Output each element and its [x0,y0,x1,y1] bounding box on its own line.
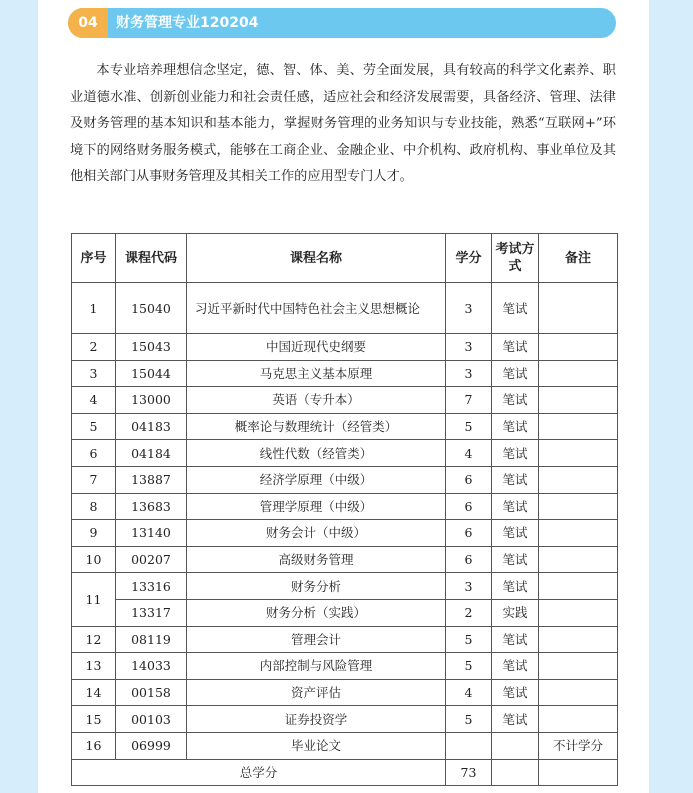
cell-name: 毕业论文 [187,732,446,759]
cell-code: 13887 [116,466,187,493]
cell-credit: 5 [446,626,492,653]
cell-code: 13140 [116,520,187,547]
cell-credit: 5 [446,653,492,680]
table-header-row [72,234,618,283]
cell-name: 管理学原理（中级） [187,493,446,520]
table-row [72,599,618,626]
cell-name: 英语（专升本） [187,387,446,414]
cell-exam: 笔试 [492,387,539,414]
cell-note [539,626,618,653]
cell-note [539,706,618,733]
cell-exam: 笔试 [492,466,539,493]
table-row [72,360,618,387]
cell-seq: 12 [72,626,116,653]
cell-credit: 6 [446,493,492,520]
cell-exam [492,732,539,759]
cell-note [539,653,618,680]
header-name: 课程名称 [187,234,446,283]
section-number-badge: 04 [68,8,108,38]
cell-seq: 13 [72,653,116,680]
table-row [72,732,618,759]
cell-code: 00103 [116,706,187,733]
cell-note [539,679,618,706]
cell-credit: 3 [446,360,492,387]
cell-seq: 11 [72,573,116,626]
cell-code: 00207 [116,546,187,573]
cell-exam: 笔试 [492,334,539,361]
cell-code: 00158 [116,679,187,706]
cell-exam: 笔试 [492,360,539,387]
total-note-empty [539,759,618,786]
table-row [72,466,618,493]
section-title-bar [68,8,616,38]
cell-exam: 笔试 [492,626,539,653]
cell-note [539,546,618,573]
cell-code: 04183 [116,413,187,440]
cell-seq: 16 [72,732,116,759]
header-exam: 考试方式 [492,234,539,283]
cell-code: 13316 [116,573,187,600]
total-row [72,759,618,786]
cell-code: 04184 [116,440,187,467]
table-row [72,653,618,680]
major-intro-paragraph: 本专业培养理想信念坚定，德、智、体、美、劳全面发展，具有较高的科学文化素养、职业道德水准、创新创业能力和社会责任感，适应社会和经济发展需要，具备经济、管理、法律及财务管理的基本知识和基本能力，掌握财务管理的业务知识与专业技能，熟悉“互联网+”环境下的网络财务服务模式，能够在工商企业、金融企业、中介机构、政府机构、事业单位及其他相关部门从事财务管理及其相关工作的应用型专门人才。 [70,63,616,185]
cell-exam: 笔试 [492,546,539,573]
cell-note [539,283,618,334]
table-row [72,520,618,547]
cell-note [539,599,618,626]
cell-seq: 3 [72,360,116,387]
cell-name: 中国近现代史纲要 [187,334,446,361]
table-row [72,626,618,653]
cell-code: 15040 [116,283,187,334]
cell-note [539,573,618,600]
cell-name: 财务分析（实践） [187,599,446,626]
cell-exam: 笔试 [492,706,539,733]
cell-seq: 9 [72,520,116,547]
course-table [71,233,618,786]
cell-credit: 3 [446,573,492,600]
cell-credit: 5 [446,413,492,440]
cell-name: 马克思主义基本原理 [187,360,446,387]
cell-exam: 笔试 [492,440,539,467]
cell-note [539,360,618,387]
cell-seq: 6 [72,440,116,467]
cell-exam: 笔试 [492,573,539,600]
cell-credit: 4 [446,440,492,467]
cell-credit: 2 [446,599,492,626]
table-row [72,283,618,334]
cell-seq: 8 [72,493,116,520]
cell-credit: 6 [446,546,492,573]
cell-name: 证券投资学 [187,706,446,733]
cell-seq: 7 [72,466,116,493]
cell-credit: 4 [446,679,492,706]
table-row [72,679,618,706]
cell-seq: 2 [72,334,116,361]
cell-seq: 15 [72,706,116,733]
cell-note [539,466,618,493]
content-card [38,0,649,793]
table-row [72,706,618,733]
table-row [72,493,618,520]
table-row [72,440,618,467]
cell-code: 13683 [116,493,187,520]
cell-credit: 3 [446,334,492,361]
cell-note: 不计学分 [539,732,618,759]
cell-exam: 笔试 [492,520,539,547]
cell-exam: 笔试 [492,653,539,680]
cell-note [539,440,618,467]
cell-name: 经济学原理（中级） [187,466,446,493]
cell-exam: 笔试 [492,493,539,520]
cell-name: 习近平新时代中国特色社会主义思想概论 [187,283,446,334]
table-row [72,387,618,414]
cell-exam: 笔试 [492,283,539,334]
total-label: 总学分 [72,759,446,786]
section-title: 财务管理专业120204 [116,15,259,31]
cell-seq: 10 [72,546,116,573]
header-credit: 学分 [446,234,492,283]
header-note: 备注 [539,234,618,283]
cell-credit: 7 [446,387,492,414]
cell-code: 08119 [116,626,187,653]
cell-code: 13000 [116,387,187,414]
cell-name: 资产评估 [187,679,446,706]
total-exam-empty [492,759,539,786]
cell-name: 内部控制与风险管理 [187,653,446,680]
cell-code: 14033 [116,653,187,680]
cell-exam: 笔试 [492,679,539,706]
header-seq: 序号 [72,234,116,283]
cell-credit: 3 [446,283,492,334]
cell-name: 财务会计（中级） [187,520,446,547]
cell-name: 线性代数（经管类） [187,440,446,467]
table-row [72,413,618,440]
cell-name: 财务分析 [187,573,446,600]
cell-seq: 14 [72,679,116,706]
cell-code: 13317 [116,599,187,626]
cell-name: 高级财务管理 [187,546,446,573]
cell-seq: 4 [72,387,116,414]
cell-name: 概率论与数理统计（经管类） [187,413,446,440]
cell-credit: 6 [446,520,492,547]
total-credit: 73 [446,759,492,786]
cell-credit: 6 [446,466,492,493]
cell-note [539,387,618,414]
cell-code: 06999 [116,732,187,759]
cell-exam: 笔试 [492,413,539,440]
cell-exam: 实践 [492,599,539,626]
table-row [72,546,618,573]
cell-credit: 5 [446,706,492,733]
table-row [72,573,618,600]
right-background-strip [649,0,693,793]
cell-code: 15044 [116,360,187,387]
cell-seq: 1 [72,283,116,334]
cell-seq: 5 [72,413,116,440]
left-background-strip [0,0,38,793]
header-code: 课程代码 [116,234,187,283]
cell-code: 15043 [116,334,187,361]
cell-note [539,493,618,520]
cell-note [539,334,618,361]
table-row [72,334,618,361]
cell-note [539,413,618,440]
cell-credit [446,732,492,759]
cell-name: 管理会计 [187,626,446,653]
cell-note [539,520,618,547]
